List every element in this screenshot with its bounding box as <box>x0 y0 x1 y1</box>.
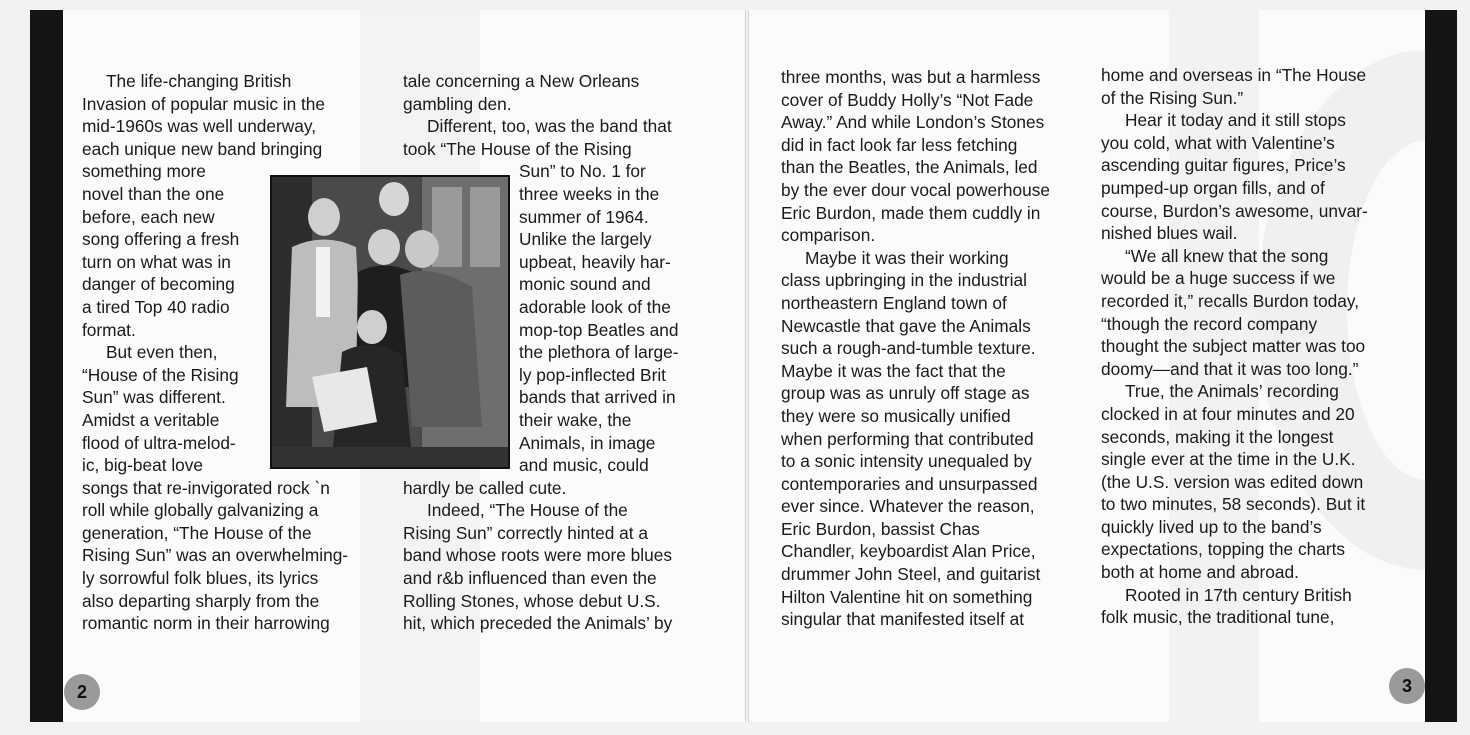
left-page <box>30 10 746 722</box>
text-line: roll while globally galvanizing a <box>82 500 319 521</box>
text-line: three weeks in the <box>519 183 660 204</box>
text-line: summer of 1964. <box>519 206 649 227</box>
text-line: “House of the Rising <box>82 364 239 385</box>
text-line: northeastern England town of <box>781 292 1007 313</box>
text-line: ever since. Whatever the reason, <box>781 496 1035 517</box>
text-line: upbeat, heavily har- <box>519 251 671 272</box>
text-line: something more <box>82 161 206 182</box>
text-line: than the Beatles, the Animals, led <box>781 157 1038 178</box>
right-column-2 <box>1101 64 1413 629</box>
right-column-1 <box>781 66 1091 631</box>
text-line: Hear it today and it still stops <box>1125 110 1346 131</box>
text-line: thought the subject matter was too <box>1101 336 1366 357</box>
text-line: three months, was but a harmless <box>781 67 1041 87</box>
text-line: when performing that contributed <box>781 428 1034 449</box>
text-line: and music, could <box>519 455 649 476</box>
text-line: songs that re-invigorated rock `n <box>82 477 330 498</box>
text-line: generation, “The House of the <box>82 522 312 543</box>
text-line: But even then, <box>106 342 218 363</box>
text-line: Different, too, was the band that <box>427 116 672 137</box>
text-line: their wake, the <box>519 409 632 430</box>
text-line: bands that arrived in <box>519 387 676 408</box>
text-line: Hilton Valentine hit on something <box>781 586 1033 607</box>
text-line: folk music, the traditional tune, <box>1101 607 1335 628</box>
text-line: did in fact look far less fetching <box>781 134 1018 155</box>
text-line: would be a huge success if we <box>1101 268 1336 289</box>
text-line: group was as unruly off stage as <box>781 383 1030 404</box>
text-line: drummer John Steel, and guitarist <box>781 564 1041 585</box>
text-line: ic, big-beat love <box>82 455 204 476</box>
text-line: recorded it,” recalls Burdon today, <box>1101 290 1360 311</box>
text-line: the plethora of large- <box>519 342 679 363</box>
text-line: to a sonic intensity unequaled by <box>781 451 1032 472</box>
text-line: True, the Animals’ recording <box>1125 381 1339 402</box>
text-line: Newcastle that gave the Animals <box>781 315 1031 336</box>
text-line: nished blues wail. <box>1101 223 1238 244</box>
text-line: seconds, making it the longest <box>1101 426 1334 447</box>
text-line: tale concerning a New Orleans <box>403 71 640 91</box>
text-line: hardly be called cute. <box>403 477 567 498</box>
text-line: novel than the one <box>82 183 225 204</box>
text-line: mop-top Beatles and <box>519 319 679 340</box>
text-line: turn on what was in <box>82 251 231 272</box>
text-line: Maybe it was the fact that the <box>781 360 1006 381</box>
text-line: danger of becoming <box>82 274 235 295</box>
text-line: Amidst a veritable <box>82 409 220 430</box>
text-line: such a rough-and-tumble texture. <box>781 338 1036 359</box>
text-line: clocked in at four minutes and 20 <box>1101 403 1355 424</box>
text-line: (the U.S. version was edited down <box>1101 471 1364 492</box>
text-line: comparison. <box>781 225 876 246</box>
right-page <box>748 10 1457 722</box>
text-line: of the Rising Sun.” <box>1101 87 1244 108</box>
text-line: and r&b influenced than even the <box>403 568 657 589</box>
text-line: contemporaries and unsurpassed <box>781 473 1038 494</box>
text-line: mid-1960s was well underway, <box>82 116 317 137</box>
text-line: expectations, topping the charts <box>1101 539 1346 560</box>
text-line: you cold, what with Valentine’s <box>1101 132 1335 153</box>
text-line: ly sorrowful folk blues, its lyrics <box>82 568 319 589</box>
page-number-badge: 2 <box>64 674 100 710</box>
text-line: Sun” was different. <box>82 387 226 408</box>
text-line: Rising Sun” correctly hinted at a <box>403 522 648 543</box>
text-line: The life-changing British <box>106 71 292 91</box>
text-line: Sun” to No. 1 for <box>519 161 646 182</box>
text-line: course, Burdon’s awesome, unvar- <box>1101 200 1368 221</box>
left-column-2 <box>403 70 713 635</box>
text-line: home and overseas in “The House <box>1101 65 1367 85</box>
text-line: both at home and abroad. <box>1101 562 1299 583</box>
text-line: to two minutes, 58 seconds). But it <box>1101 494 1366 515</box>
text-line: monic sound and <box>519 274 651 295</box>
text-line: Chandler, keyboardist Alan Price, <box>781 541 1036 562</box>
text-line: cover of Buddy Holly’s “Not Fade <box>781 89 1034 110</box>
page-number-badge: 3 <box>1389 668 1425 704</box>
text-line: hit, which preceded the Animals’ by <box>403 613 673 634</box>
text-line: flood of ultra-melod- <box>82 432 236 453</box>
text-line: doomy—and that it was too long.” <box>1101 358 1359 379</box>
text-line: each unique new band bringing <box>82 138 323 159</box>
text-line: adorable look of the <box>519 296 671 317</box>
text-line: they were so musically unified <box>781 405 1011 426</box>
text-line: by the ever dour vocal powerhouse <box>781 179 1050 200</box>
text-line: band whose roots were more blues <box>403 545 672 566</box>
right-black-edge <box>1425 10 1457 722</box>
text-line: Eric Burdon, bassist Chas <box>781 518 980 539</box>
text-line: took “The House of the Rising <box>403 138 632 159</box>
text-line: single ever at the time in the U.K. <box>1101 449 1356 470</box>
text-line: Unlike the largely <box>519 229 652 250</box>
text-line: singular that manifested itself at <box>781 609 1025 630</box>
text-line: pumped-up organ fills, and of <box>1101 177 1325 198</box>
text-line: Rolling Stones, whose debut U.S. <box>403 590 661 611</box>
text-line: Eric Burdon, made them cuddly in <box>781 202 1041 223</box>
text-line: Maybe it was their working <box>805 247 1009 268</box>
left-black-edge <box>30 10 63 722</box>
text-line: Rising Sun” was an overwhelming- <box>82 545 349 566</box>
text-line: class upbringing in the industrial <box>781 270 1027 291</box>
text-line: a tired Top 40 radio <box>82 296 230 317</box>
text-line: “though the record company <box>1101 313 1318 334</box>
text-line: Animals, in image <box>519 432 656 453</box>
text-line: Indeed, “The House of the <box>427 500 628 521</box>
text-line: Invasion of popular music in the <box>82 93 326 114</box>
text-line: format. <box>82 319 136 340</box>
text-line: quickly lived up to the band’s <box>1101 516 1322 537</box>
text-line: before, each new <box>82 206 215 227</box>
text-line: “We all knew that the song <box>1125 245 1329 266</box>
text-line: romantic norm in their harrowing <box>82 613 330 634</box>
text-line: gambling den. <box>403 93 512 114</box>
text-line: Away.” And while London’s Stones <box>781 112 1045 133</box>
text-line: Rooted in 17th century British <box>1125 584 1352 605</box>
text-line: also departing sharply from the <box>82 590 320 611</box>
text-line: song offering a fresh <box>82 229 240 250</box>
text-line: ascending guitar figures, Price’s <box>1101 155 1346 176</box>
text-line: ly pop-inflected Brit <box>519 364 666 385</box>
